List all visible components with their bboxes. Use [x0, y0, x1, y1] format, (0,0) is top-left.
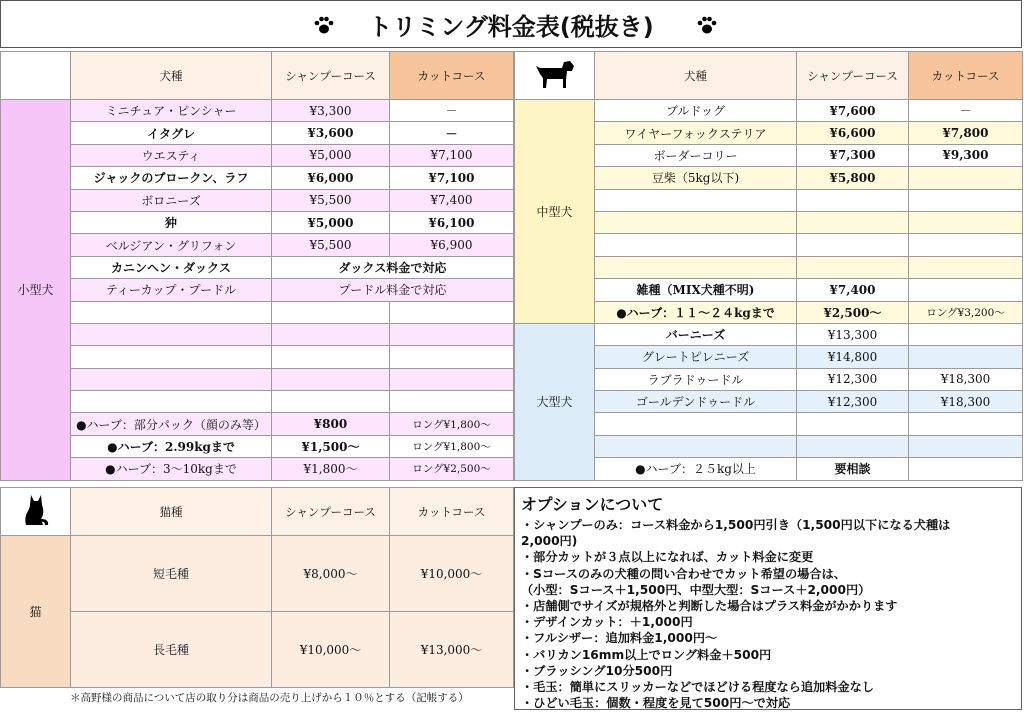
- option-shampoo: ¥1,800～: [272, 458, 390, 480]
- merged-price-note: ダックス料金で対応: [272, 256, 514, 278]
- breed-cell: [595, 211, 797, 233]
- cut-price: ¥7,100: [390, 167, 514, 189]
- breed-cell: [595, 189, 797, 211]
- breed-cell: [595, 256, 797, 278]
- footnote: ＊高野様の商品について店の取り分は商品の売り上げから１０％とする（記帳する）: [70, 692, 469, 704]
- option-label: ●ハーブ：１１～２４kgまで: [595, 301, 797, 323]
- option-line: ・毛玉：簡単にスリッカーなどでほどける程度なら追加料金なし: [521, 680, 874, 695]
- breed-cell: 長毛種: [71, 612, 272, 688]
- cut-price: [909, 211, 1023, 233]
- shampoo-price: [797, 189, 909, 211]
- cut-price: ¥13,000～: [390, 612, 514, 688]
- header-breed: 犬種: [595, 52, 797, 100]
- header-cut: カットコース: [909, 52, 1023, 100]
- breed-cell: 狆: [71, 211, 272, 233]
- cut-price: [909, 323, 1023, 345]
- breed-cell: ゴールデンドゥードル: [595, 391, 797, 413]
- option-line: ・フルシザー：追加料金1,000円～: [521, 631, 718, 646]
- shampoo-price: ¥10,000～: [272, 612, 390, 688]
- shampoo-price: ¥5,500: [272, 189, 390, 211]
- breed-cell: ウエスティ: [71, 144, 272, 166]
- shampoo-price: ¥5,000: [272, 211, 390, 233]
- option-line: ・部分カットが３点以上になれば、カット料金に変更: [521, 550, 814, 565]
- paw-icon: [696, 14, 718, 36]
- shampoo-price: ¥5,500: [272, 234, 390, 256]
- empty-cell: [272, 391, 390, 413]
- breed-cell: イタグレ: [71, 122, 272, 144]
- empty-cell: [71, 323, 272, 345]
- shampoo-price: ¥13,300: [797, 323, 909, 345]
- cut-price: ¥6,100: [390, 211, 514, 233]
- cat-icon: [21, 493, 51, 527]
- shampoo-price: [797, 211, 909, 233]
- breed-cell: ワイヤーフォックステリア: [595, 122, 797, 144]
- option-label: ●ハーブ：２５kg以上: [595, 458, 797, 480]
- empty-cell: [272, 368, 390, 390]
- option-shampoo: ¥1,500～: [272, 435, 390, 457]
- option-line: ・シャンプーのみ：コース料金から1,500円引き（1,500円以下になる犬種は: [521, 518, 951, 532]
- header-shampoo: シャンプーコース: [272, 488, 390, 536]
- group-label-medium: 中型犬: [515, 100, 595, 324]
- breed-cell: [595, 234, 797, 256]
- shampoo-price: ¥3,300: [272, 100, 390, 122]
- empty-cell: [71, 346, 272, 368]
- dog-icon: [534, 58, 576, 90]
- cat-table: [0, 487, 514, 688]
- cut-price: [909, 189, 1023, 211]
- shampoo-price: ¥14,800: [797, 346, 909, 368]
- option-line: ・バリカン16mm以上でロング料金＋500円: [521, 647, 772, 662]
- options-panel: [514, 487, 1022, 710]
- shampoo-price: ¥6,000: [272, 167, 390, 189]
- group-label-small: 小型犬: [1, 100, 71, 481]
- header-cut: カットコース: [390, 488, 514, 536]
- option-cut: ロング¥2,500～: [390, 458, 514, 480]
- breed-cell: ミニチュア・ピンシャー: [71, 100, 272, 122]
- breed-cell: ベルジアン・グリフォン: [71, 234, 272, 256]
- breed-cell: ボロニーズ: [71, 189, 272, 211]
- small-dog-table: [0, 51, 514, 481]
- cut-price: －: [909, 100, 1023, 122]
- option-line: 2,000円): [521, 534, 578, 549]
- shampoo-price: [797, 413, 909, 435]
- option-line: ・ひどい毛玉：個数・程度を見て500円～で対応: [521, 696, 791, 711]
- breed-cell: [595, 435, 797, 457]
- cut-price: [909, 167, 1023, 189]
- shampoo-price: ¥7,400: [797, 279, 909, 301]
- breed-cell: 短毛種: [71, 536, 272, 612]
- shampoo-price: ¥8,000～: [272, 536, 390, 612]
- breed-cell: バーニーズ: [595, 323, 797, 345]
- cut-price: [909, 234, 1023, 256]
- cut-price: ¥7,800: [909, 122, 1023, 144]
- breed-cell: ラブラドゥードル: [595, 368, 797, 390]
- group-label-large: 大型犬: [515, 323, 595, 480]
- empty-cell: [272, 346, 390, 368]
- shampoo-price: ¥7,300: [797, 144, 909, 166]
- empty-cell: [272, 323, 390, 345]
- option-line: ・ブラッシング10分500円: [521, 663, 673, 678]
- option-shampoo: ¥800: [272, 413, 390, 435]
- option-label: ●ハーブ：3～10kgまで: [71, 458, 272, 480]
- breed-cell: 雑種（MIX犬種不明): [595, 279, 797, 301]
- empty-cell: [390, 391, 514, 413]
- paw-icon: [313, 14, 335, 36]
- shampoo-price: [797, 256, 909, 278]
- group-label-cat: 猫: [1, 536, 71, 688]
- option-label: ●ハーブ：2.99kgまで: [71, 435, 272, 457]
- cut-price: ¥7,400: [390, 189, 514, 211]
- cut-price: －: [390, 100, 514, 122]
- empty-cell: [71, 391, 272, 413]
- page-title: トリミング料金表(税抜き): [368, 12, 654, 41]
- cut-price: ¥10,000～: [390, 536, 514, 612]
- title-bar: [0, 0, 1022, 48]
- option-shampoo: ¥2,500～: [797, 301, 909, 323]
- breed-cell: ジャックのブロークン、ラフ: [71, 167, 272, 189]
- breed-cell: ティーカップ・プードル: [71, 279, 272, 301]
- dog-icon-cell: [515, 52, 595, 100]
- option-line: ・デザインカット：＋1,000円: [521, 615, 693, 630]
- empty-cell: [71, 368, 272, 390]
- cut-price: [909, 413, 1023, 435]
- options-title: オプションについて: [521, 495, 664, 514]
- empty-cell: [390, 323, 514, 345]
- cut-price: －: [390, 122, 514, 144]
- empty-cell: [390, 368, 514, 390]
- shampoo-price: ¥12,300: [797, 368, 909, 390]
- cut-price: [909, 256, 1023, 278]
- option-line: ・店舗側でサイズが規格外と判断した場合はプラス料金がかかります: [521, 599, 898, 614]
- header-breed: 犬種: [71, 52, 272, 100]
- shampoo-price: ¥7,600: [797, 100, 909, 122]
- cut-price: [909, 346, 1023, 368]
- cat-icon-cell: [1, 488, 71, 536]
- breed-cell: カニンヘン・ダックス: [71, 256, 272, 278]
- option-cut: ロング¥1,800～: [390, 435, 514, 457]
- option-cut: [909, 458, 1023, 480]
- corner-cell: [1, 52, 71, 100]
- shampoo-price: ¥3,600: [272, 122, 390, 144]
- cut-price: ¥18,300: [909, 391, 1023, 413]
- cut-price: [909, 435, 1023, 457]
- cut-price: ¥9,300: [909, 144, 1023, 166]
- empty-cell: [272, 301, 390, 323]
- medium-large-dog-table: [514, 51, 1023, 481]
- header-cut: カットコース: [390, 52, 514, 100]
- merged-price-note: プードル料金で対応: [272, 279, 514, 301]
- breed-cell: [595, 413, 797, 435]
- shampoo-price: ¥6,600: [797, 122, 909, 144]
- cut-price: ¥7,100: [390, 144, 514, 166]
- empty-cell: [390, 301, 514, 323]
- shampoo-price: ¥12,300: [797, 391, 909, 413]
- shampoo-price: [797, 234, 909, 256]
- header-shampoo: シャンプーコース: [272, 52, 390, 100]
- breed-cell: ボーダーコリー: [595, 144, 797, 166]
- header-shampoo: シャンプーコース: [797, 52, 909, 100]
- cut-price: ¥6,900: [390, 234, 514, 256]
- shampoo-price: ¥5,000: [272, 144, 390, 166]
- option-cut: ロング¥1,800～: [390, 413, 514, 435]
- cut-price: ¥18,300: [909, 368, 1023, 390]
- empty-cell: [390, 346, 514, 368]
- option-label: ●ハーブ：部分パック（顔のみ等）: [71, 413, 272, 435]
- header-breed: 猫種: [71, 488, 272, 536]
- option-line: （小型：Sコース＋1,500円、中型大型：Sコース＋2,000円）: [521, 582, 871, 597]
- breed-cell: グレートピレニーズ: [595, 346, 797, 368]
- cut-price: [909, 279, 1023, 301]
- breed-cell: ブルドッグ: [595, 100, 797, 122]
- empty-cell: [71, 301, 272, 323]
- shampoo-price: ¥5,800: [797, 167, 909, 189]
- shampoo-price: [797, 435, 909, 457]
- option-line: ・Sコースのみの犬種の問い合わせでカット希望の場合は、: [521, 566, 846, 581]
- option-shampoo: 要相談: [797, 458, 909, 480]
- breed-cell: 豆柴（5kg以下): [595, 167, 797, 189]
- option-cut: ロング¥3,200～: [909, 301, 1023, 323]
